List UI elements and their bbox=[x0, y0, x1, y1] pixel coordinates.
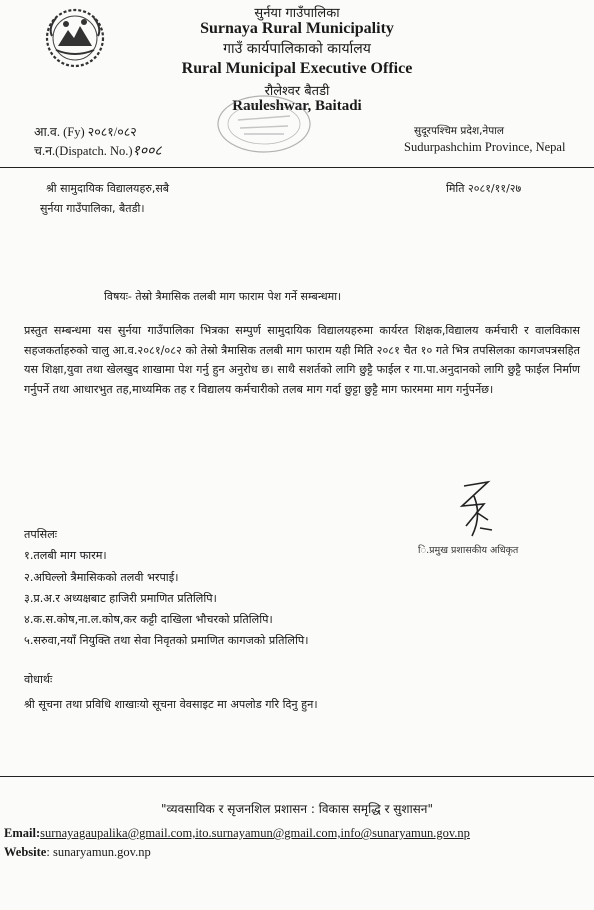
province-english: Sudurpashchim Province, Nepal bbox=[404, 140, 566, 154]
recipient-line-2: सुर्नया गाउँपालिका, बैतडी। bbox=[40, 202, 145, 215]
signatory-mark: ि. bbox=[418, 545, 430, 556]
list-item: २.अघिल्लो त्रैमासिकको तलवी भरपाई। bbox=[24, 570, 179, 584]
footer-website-line bbox=[4, 845, 151, 860]
office-stamp-icon bbox=[214, 92, 314, 156]
list-item: ३.प्र.अ.र अध्यक्षबाट हाजिरी प्रमाणित प्रतिलिपि। bbox=[24, 591, 217, 605]
email-links[interactable]: surnayagaupalika@gmail.com,ito.surnayamun@gmail.com,info@sunaryamun.gov.np bbox=[40, 826, 470, 840]
enclosure-label: तपसिलः bbox=[24, 528, 58, 541]
dispatch-label: च.न.(Dispatch. No.) bbox=[34, 144, 133, 158]
header-divider bbox=[0, 167, 594, 168]
cc-label: वोधार्थः bbox=[24, 673, 53, 686]
recipient-line-1: श्री सामुदायिक विद्यालयहरु,सबै bbox=[46, 182, 170, 195]
email-label: Email: bbox=[4, 826, 41, 840]
letter-date: मिति २०८१/११/२७ bbox=[446, 182, 522, 195]
place-english: Rauleshwar, Baitadi bbox=[232, 98, 362, 114]
municipality-name-english: Surnaya Rural Municipality bbox=[200, 20, 394, 37]
footer-divider bbox=[0, 776, 594, 777]
dispatch-number: १००८ bbox=[132, 144, 162, 159]
office-name-english: Rural Municipal Executive Office bbox=[181, 60, 413, 77]
letter-body: प्रस्तुत सम्बन्धमा यस सुर्नया गाउँपालिका भित्रका सम्पुर्ण सामुदायिक विद्यालयहरुमा कार्यरत शिक्षक,विद्यालय कर्मचारी र वालविकास सहजकर्ताहरुको चालु आ.व.२०८१/०८२ को तेस्रो त्रैमासिक तलबी माग फाराम यही मिति २०८१ चैत १० गते भित्र तपसिलका कागजपत्रसहित यस शिक्षा,युवा तथा खेलखुद शाखामा पेश गर्नु हुन अनुरोध छ। साथै सशर्तको लागि छुट्टै फाईल र गा.पा.अनुदानको लागि छुट्टै फाईल निर्माण गर्नुपर्ने तथा आधारभुत तह,माध्यमिक तह र विद्यालय कर्मचारीको तलब माग गर्दा छुट्टा छुट्टै माग फारममा माग गर्नुपर्नेछ। bbox=[24, 324, 580, 396]
fiscal-year: आ.व. (Fy) २०८१/०८२ bbox=[34, 125, 137, 139]
cc-line: श्री सूचना तथा प्रविधि शाखाःयो सूचना वेवसाइट मा अपलोड गरि दिनु हुन। bbox=[24, 698, 318, 711]
place-nepali: रौलेश्वर बैतडी bbox=[264, 84, 330, 99]
dispatch-number-label bbox=[34, 141, 162, 160]
office-name-nepali: गाउँ कार्यपालिकाको कार्यालय bbox=[223, 41, 371, 57]
website-label: Website bbox=[4, 845, 47, 859]
enclosure-list bbox=[24, 524, 308, 652]
list-item: ४.क.स.कोष,ना.ल.कोष,कर कट्टी दाखिला भौचरको प्रतिलिपि। bbox=[24, 613, 273, 627]
list-item: ५.सरुवा,नयाँ नियुक्ति तथा सेवा निवृतको प्रमाणित कागजको प्रतिलिपि। bbox=[24, 634, 309, 648]
municipality-name-nepali: सुर्नया गाउँपालिका bbox=[254, 6, 340, 21]
website-link[interactable]: : sunaryamun.gov.np bbox=[46, 845, 151, 859]
signature-icon bbox=[444, 476, 504, 544]
letter-subject: विषयः- तेस्रो त्रैमासिक तलबी माग फाराम पेश गर्ने सम्बन्धमा। bbox=[104, 290, 342, 303]
footer-email-line bbox=[4, 826, 470, 841]
signatory-label: प्रमुख प्रशासकीय अधिकृत bbox=[429, 545, 519, 556]
list-item: १.तलबी माग फारम। bbox=[24, 549, 107, 563]
province-nepali: सुदूरपश्चिम प्रदेश,नेपाल bbox=[414, 125, 505, 137]
signatory-title bbox=[418, 543, 518, 556]
footer-motto: "व्यवसायिक र सृजनशिल प्रशासन : विकास समृद्धि र सुशासन" bbox=[161, 802, 433, 816]
